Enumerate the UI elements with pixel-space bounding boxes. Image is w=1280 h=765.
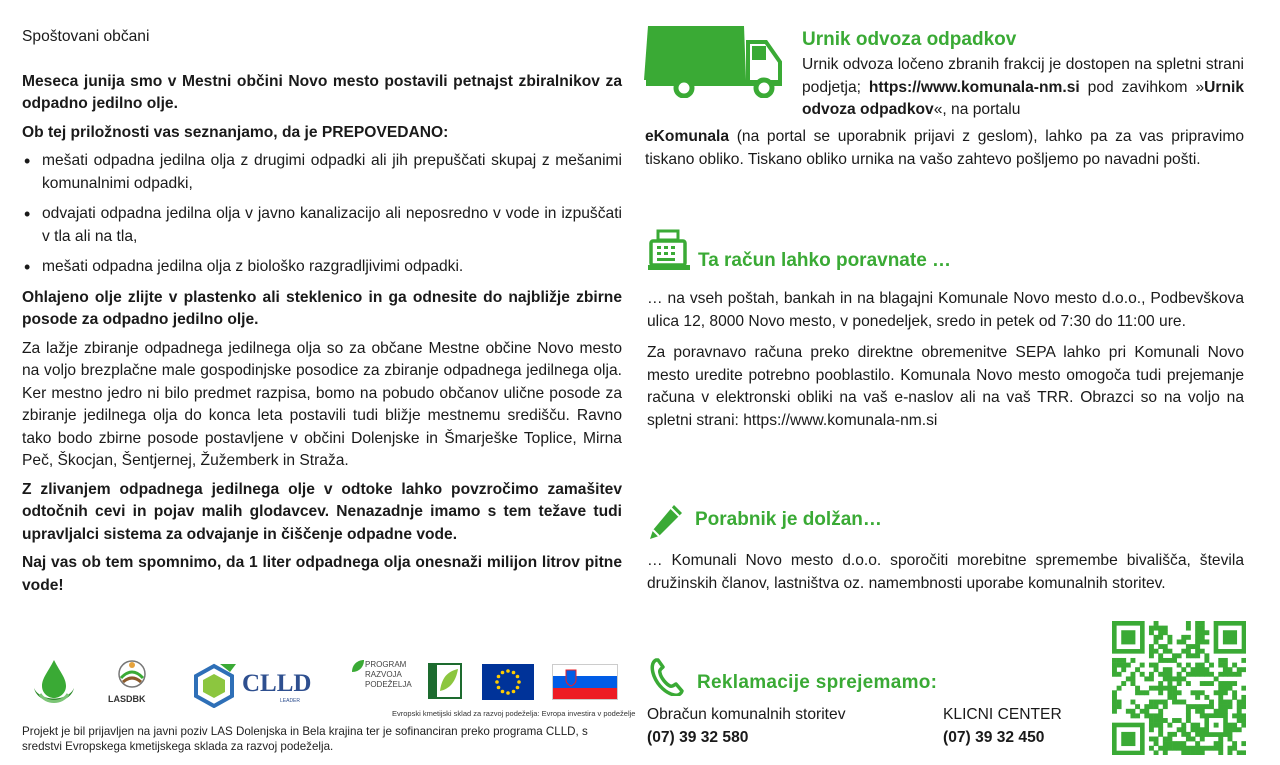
info-paragraph: Za lažje zbiranje odpadnega jedilnega olja so za občane Mestne občine Novo mesto na voljo brezplačne male gospodinjske posodice za zbiranje odpadnega jedilnega olja. Ker mestno jedro ni bilo predmet razpisa, bomo na pobudo občanov ulične posode za zbiranje jedilnega olja do konca leta postavili tudi bližje mestnemu središču. Ravno tako bodo zbirne posode postavljene v občini Dolenjske in Šmarješke Toplice, Mirna Peč, Škocjan, Šentjernej, Žužemberk in Straža. xyxy=(22,339,622,469)
greeting: Spoštovani občani xyxy=(22,28,150,45)
program-line: PROGRAM xyxy=(365,660,407,669)
schedule-url-link[interactable]: https://www.komunala-nm.si xyxy=(868,78,1080,96)
instruction-text: Ohlajeno olje zlijte v plastenko ali steklenico in ga odnesite do najbližje zbirne posode za odpadno jedilno olje. xyxy=(22,288,622,328)
leader-logo xyxy=(428,663,462,699)
truck-icon xyxy=(642,22,782,98)
list-item: • odvajati odpadna jedilna olja v javno kanalizacijo ali neposredno v vode in izpuščati v tla ali na tla, xyxy=(22,203,622,248)
contact-call-center xyxy=(943,704,1062,749)
pencil-icon xyxy=(647,502,685,542)
las-dbk-label: LASDBK xyxy=(108,694,146,704)
contact-phone[interactable]: (07) 39 32 580 xyxy=(647,728,749,746)
duty-title: Porabnik je dolžan… xyxy=(695,509,882,530)
water-drop-logo xyxy=(30,658,78,710)
cash-register-icon xyxy=(648,229,690,271)
prohibited-list xyxy=(22,150,622,279)
duty-text: … Komunali Novo mesto d.o.o. sporočiti morebitne spremembe bivališča, števila družinskih članov, lastništva oz. namembnosti uporabe komunalnih storitev. xyxy=(647,552,1244,592)
slovenia-flag xyxy=(552,664,618,700)
prohibited-intro: Ob tej priložnosti vas seznanjamo, da je PREPOVEDANO: xyxy=(22,123,449,141)
list-item: • mešati odpadna jedilna olja z biološko razgradljivimi odpadki. xyxy=(22,256,622,279)
payment-text: Za poravnavo računa preko direktne obremenitve SEPA lahko pri Komunali Novo mesto uredite potrebno pooblastilo. Komunala Novo mesto omogoča tudi prejemanje računa v elektronski obliki na vaš e-naslov ali na vaš TRR. Obrazci so na voljo na spletni strani: https://www.komunala-nm.si xyxy=(647,344,1244,429)
contact-label: KLICNI CENTER xyxy=(943,706,1062,723)
reminder-text: Naj vas ob tem spomnimo, da 1 liter odpadnega olja onesnaži milijon litrov pitne vode! xyxy=(22,554,622,594)
footnote: Projekt je bil prijavljen na javni poziv LAS Dolenjska in Bela krajina ter je sofinanciran preko programa CLLD, s sredstvi Evropskega kmetijskega sklada za razvoj podeželja. xyxy=(22,725,588,753)
contact-phone[interactable]: (07) 39 32 450 xyxy=(943,728,1045,746)
portal-name: eKomunala xyxy=(645,128,730,145)
contact-billing xyxy=(647,704,846,749)
schedule-text xyxy=(802,54,1244,122)
schedule-text-part: «, na portalu xyxy=(933,101,1021,118)
list-item: • mešati odpadna jedilna olja z drugimi odpadki ali jih prepuščati skupaj z mešanimi komunalnimi odpadki, xyxy=(22,150,622,195)
funding-caption: Evropski kmetijski sklad za razvoj podeželja: Evropa investira v podeželje xyxy=(392,709,636,718)
schedule-text-part: (na portal se uporabnik prijavi z geslom), lahko pa za vas pripravimo tiskano obliko. Tiskano obliko urnika na vašo zahtevo pošljemo po navadni pošti. xyxy=(645,128,1244,168)
clld-label: CLLD xyxy=(242,670,312,697)
program-label xyxy=(365,660,412,690)
schedule-text-part: pod zavihkom » xyxy=(1079,78,1205,96)
payment-text: … na vseh poštah, bankah in na blagajni Komunale Novo mesto d.o.o., Podbevškova ulica 12, 8000 Novo mesto, v ponedeljek, sredo in petek od 7:30 do 11:00 ure. xyxy=(647,290,1244,330)
program-line: PODEŽELJA xyxy=(365,680,412,689)
left-column xyxy=(22,26,622,597)
schedule-tab-name: Urnik odvoza odpadkov xyxy=(802,78,1244,118)
las-dbk-logo xyxy=(104,654,160,696)
leaf-icon xyxy=(350,658,366,674)
payment-body xyxy=(647,288,1244,441)
phone-icon xyxy=(650,658,684,696)
clld-logo-mark xyxy=(190,662,238,708)
contact-label: Obračun komunalnih storitev xyxy=(647,706,846,723)
program-line: RAZVOJA xyxy=(365,670,402,679)
warning-text: Z zlivanjem odpadnega jedilnega olje v odtoke lahko povzročimo zamašitev odtočnih cevi in pojav malih glodavcev. Nenazadnje imamo s tem težave tudi upravljalci sistema za odvajanje in čiščenje odpadne vode. xyxy=(22,480,622,543)
complaints-title: Reklamacije sprejemamo: xyxy=(697,672,938,693)
clld-sub: LEADER xyxy=(280,698,301,704)
payment-title: Ta račun lahko poravnate … xyxy=(698,250,952,271)
sponsor-logos xyxy=(22,652,636,722)
intro-text: Meseca junija smo v Mestni občini Novo mesto postavili petnajst zbiralnikov za odpadno jedilno olje. xyxy=(22,72,622,112)
schedule-text-continued xyxy=(645,126,1244,171)
schedule-title: Urnik odvoza odpadkov xyxy=(802,29,1017,50)
qr-code[interactable] xyxy=(1112,621,1246,755)
eu-flag xyxy=(482,664,534,700)
schedule-text-part: Urnik odvoza ločeno zbranih frakcij je dostopen na spletni strani podjetja; xyxy=(802,56,1244,96)
